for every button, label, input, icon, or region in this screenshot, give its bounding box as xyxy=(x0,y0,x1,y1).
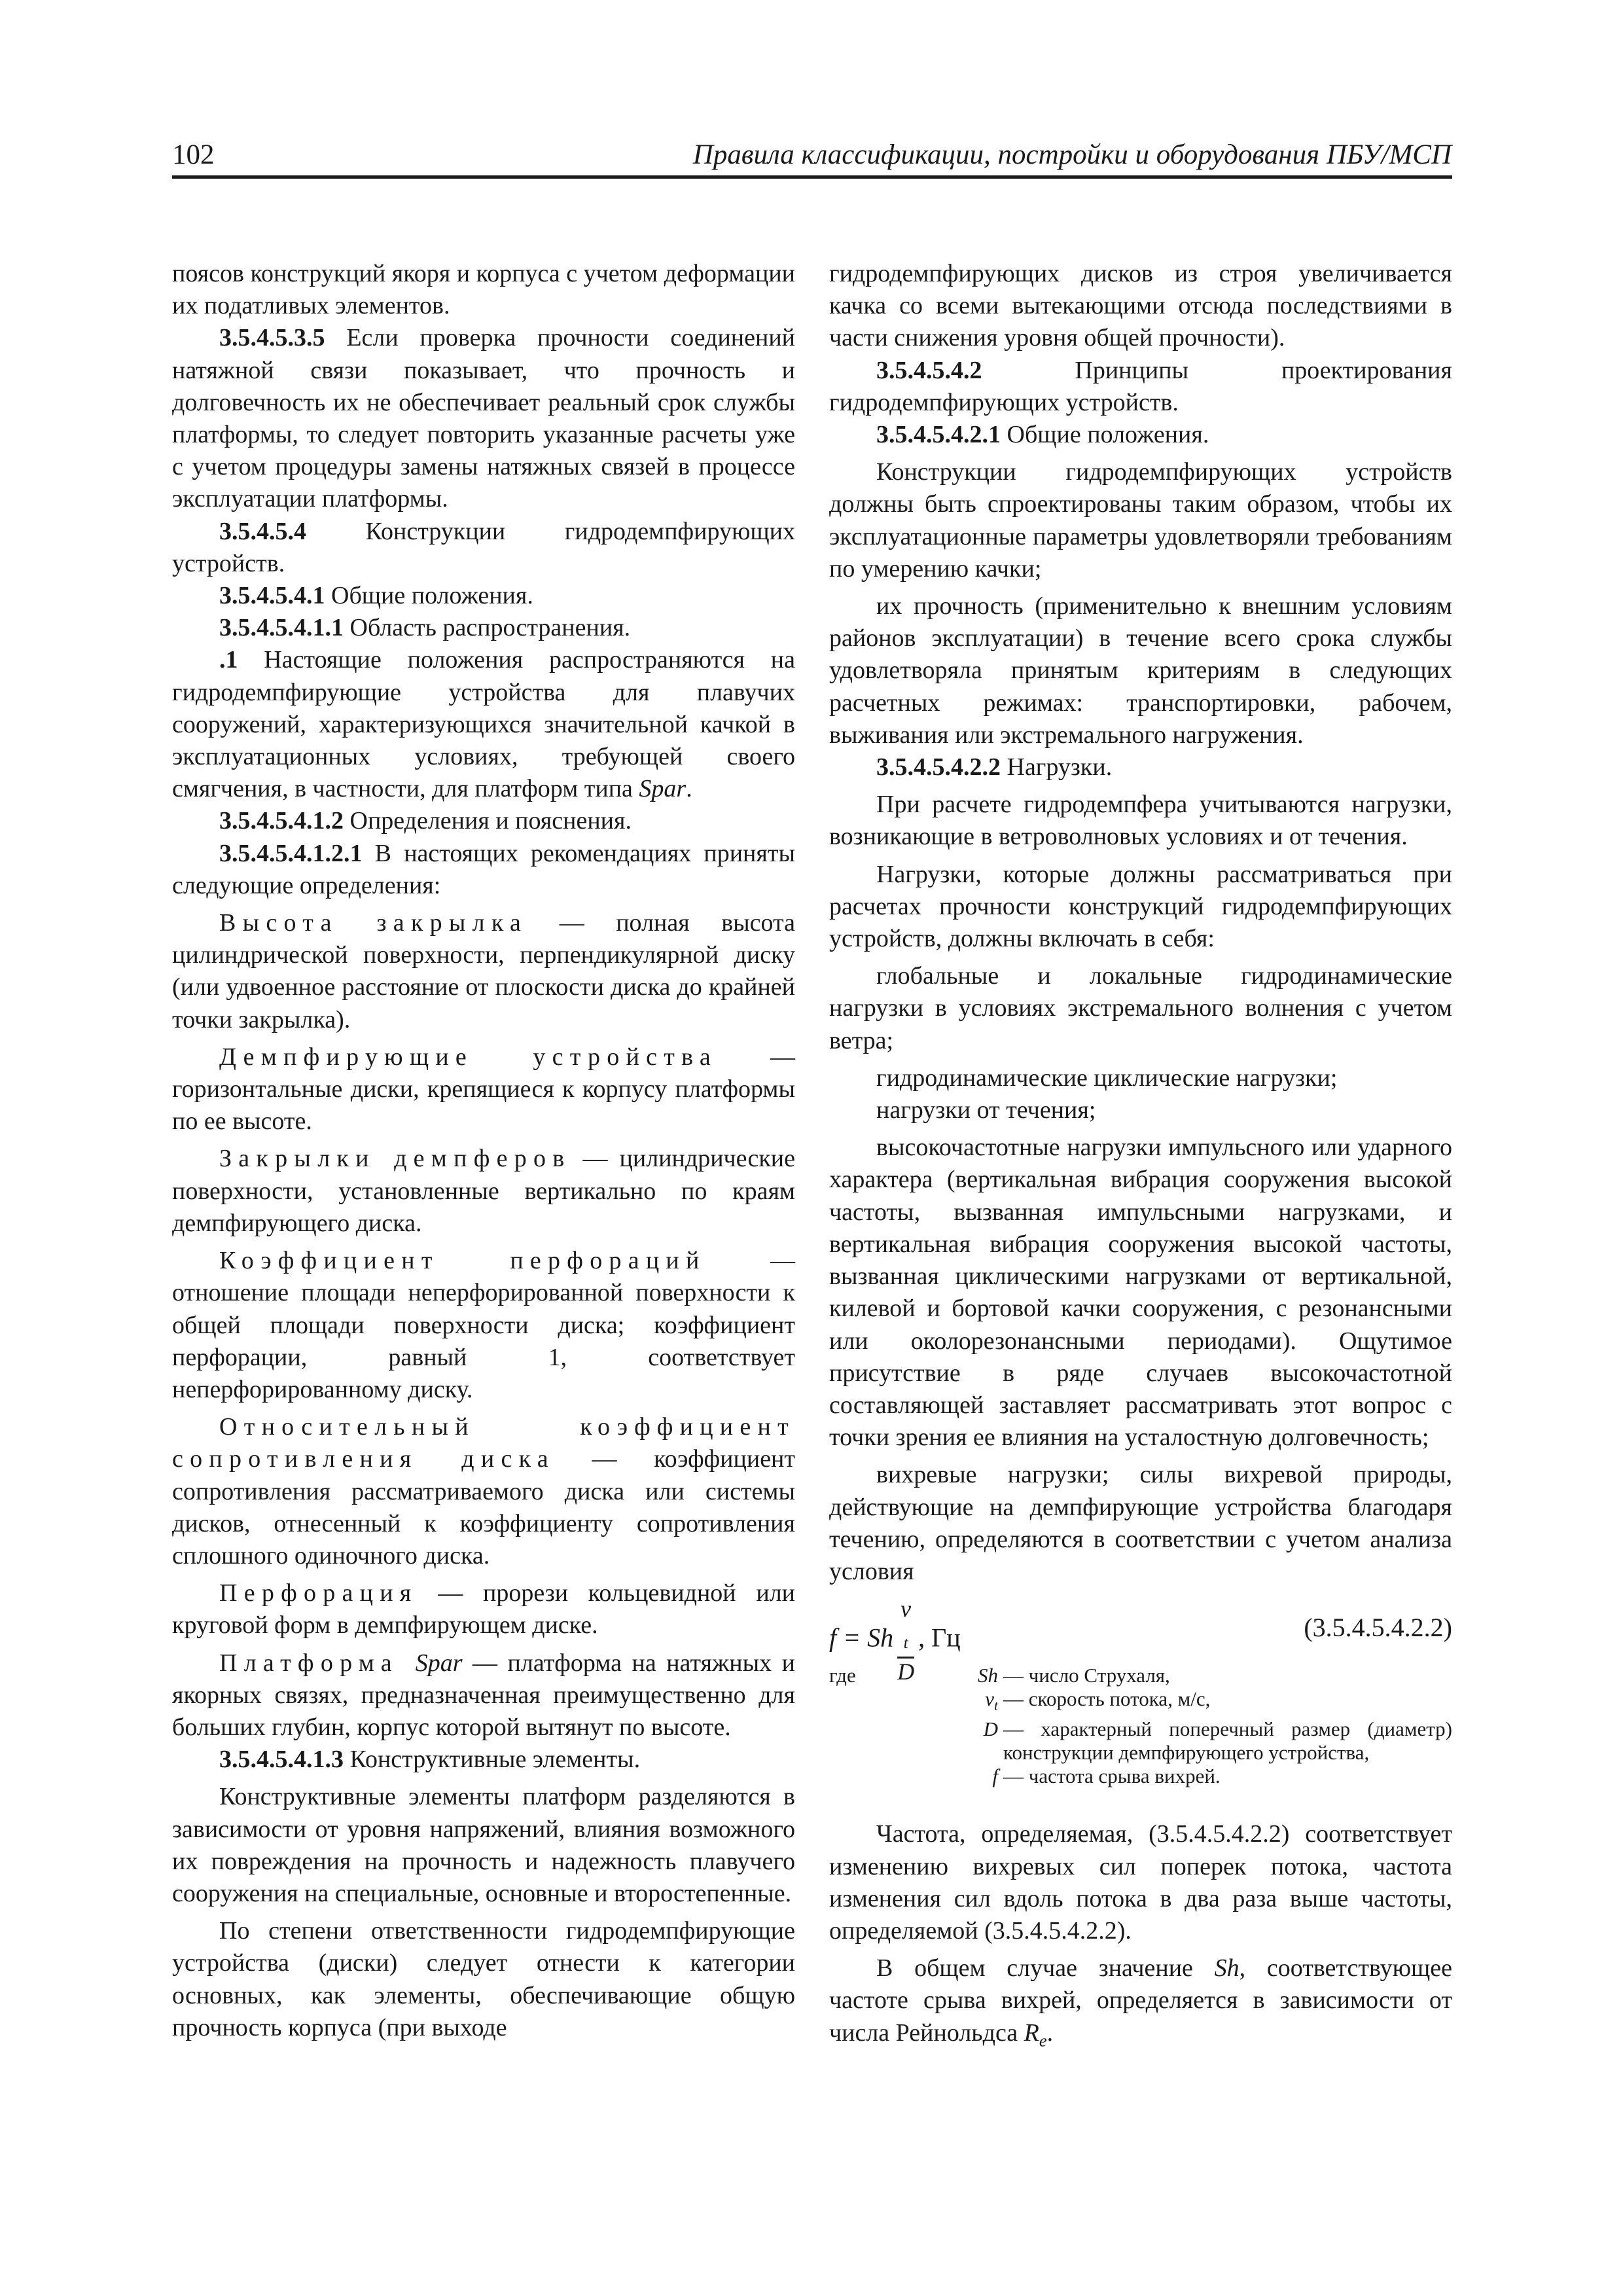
definition-text: — коэффициент сопротивления рассматриваемого диска или системы дисков, отнесенный к коэффициенту сопротивления сплошного одиночного диска. xyxy=(172,1445,795,1570)
section-number: 3.5.4.5.4.1.3 xyxy=(219,1746,344,1774)
paragraph xyxy=(172,838,795,902)
paragraph: Конструкции гидродемпфирующих устройств должны быть спроектированы таким образом, чтобы их эксплуатационные параметры удовлетворяли требованиям по умерению качки; xyxy=(829,458,1452,583)
paragraph xyxy=(829,355,1452,419)
definition xyxy=(172,1577,795,1641)
paragraph xyxy=(829,751,1452,783)
definition-text: — отношение площади неперфорированной поверхности к общей площади поверхности диска; коэффициент перфорации, равный 1, соответствует неперфорированному диску. xyxy=(172,1247,796,1403)
definition-text: — цилиндрические поверхности, установленные вертикально по краям демпфирующего диска. xyxy=(172,1145,795,1237)
paragraph: вихревые нагрузки; силы вихревой природы, действующие на демпфирующие устройства благодаря течению, определяются в соответствии с учетом анализа условия xyxy=(829,1461,1452,1585)
formula-numerator: v $_t$ xyxy=(897,1596,914,1659)
section-number: 3.5.4.5.4.1.2.1 xyxy=(219,839,363,867)
paragraph-text: Область распространения. xyxy=(344,614,631,642)
paragraph-text: Принципы проектирования гидродемпфирующих устройств. xyxy=(829,356,1452,416)
definition-term: Коэффициент перфораций xyxy=(219,1247,706,1275)
formula-number: (3.5.4.5.4.2.2) xyxy=(1304,1613,1452,1643)
paragraph: нагрузки от течения; xyxy=(876,1096,1096,1124)
paragraph: поясов конструкций якоря и корпуса с учетом деформации их податливых элементов. xyxy=(172,260,795,320)
definition-text: — платформа на натяжных и якорных связях, предназначенная преимущественно для больших глубин, корпус которой вытянут по высоте. xyxy=(172,1649,795,1741)
legend-row xyxy=(829,1717,1452,1765)
paragraph: При расчете гидродемпфера учитываются нагрузки, возникающие в ветроволновых условиях и от течения. xyxy=(829,791,1452,851)
paragraph: В общем случае значение Sh, соответствующее частоте срыва вихрей, определяется в зависимости от числа Рейнольдса $R_e$. xyxy=(829,1954,1452,2051)
legend-text: — скорость потока, м/с, xyxy=(1003,1687,1211,1711)
legend-where: где xyxy=(829,1664,856,1687)
legend-text: — характерный поперечный размер (диаметр) конструкции демпфирующего устройства, xyxy=(1003,1717,1452,1765)
running-title: Правила классификации, постройки и оборудования ПБУ/МСП xyxy=(692,139,1452,170)
paragraph: гидродемпфирующих дисков из строя увеличивается качка со всеми вытекающими отсюда последствиями в части снижения уровня общей прочности). xyxy=(829,260,1452,352)
paragraph: Частота, определяемая, (3.5.4.5.4.2.2) соответствует изменению вихревых сил поперек потока, частота изменения сил вдоль потока в два раза выше частоты, определяемой (3.5.4.5.4.2.2). xyxy=(829,1820,1452,1945)
definition-text: — горизонтальные диски, крепящиеся к корпусу платформы по ее высоте. xyxy=(172,1043,795,1136)
paragraph-text: Конструкции гидродемпфирующих устройств. xyxy=(172,517,795,577)
formula-legend xyxy=(829,1664,1452,1788)
emphasis: Sh xyxy=(1214,1954,1240,1982)
paragraph-text: В настоящих рекомендациях приняты следующие определения: xyxy=(172,839,795,899)
definition xyxy=(172,1143,795,1240)
definition xyxy=(172,907,795,1036)
paragraph: высокочастотные нагрузки импульсного или ударного характера (вертикальная вибрация сооружения высокой частоты, вызванная импульсными нагрузками, и вертикальная вибрация сооружения высокой частоты, вызванная циклическими нагрузками от вертикальной, килевой и бортовой качки сооружения, с резонансными или околорезонансными периодами). Ощутимое присутствие в ряде случаев высокочастотной составляющей заставляет рассматривать этот вопрос с точки зрения ее влияния на усталостную долговечность; xyxy=(829,1134,1452,1452)
paragraph: глобальные и локальные гидродинамические нагрузки в условиях экстремального волнения с учетом ветра; xyxy=(829,962,1452,1054)
legend-row xyxy=(829,1687,1452,1717)
legend-row xyxy=(829,1664,1452,1687)
legend-symbol: $v_t$ xyxy=(985,1687,998,1714)
section-number: 3.5.4.5.4 xyxy=(219,517,306,545)
paragraph xyxy=(172,805,795,837)
section-number: .1 xyxy=(219,646,238,674)
definition-term: Закрылки демпферов xyxy=(219,1145,571,1173)
paragraph xyxy=(172,1744,795,1776)
paragraph: Нагрузки, которые должны рассматриваться при расчетах прочности конструкций гидродемпфирующих устройств, должны включать в себя: xyxy=(829,860,1452,953)
definition-text: — прорези кольцевидной или круговой форм в демпфирующем диске. xyxy=(172,1579,795,1640)
header-rule xyxy=(172,175,1452,179)
emphasis: $R_e$ xyxy=(1024,2018,1047,2051)
paragraph xyxy=(172,644,795,805)
legend-text: — число Струхаля, xyxy=(1003,1664,1170,1687)
legend-symbol: f xyxy=(992,1765,998,1788)
definition-term: Высота закрылка xyxy=(219,909,528,937)
paragraph xyxy=(172,516,795,580)
legend-symbol: Sh xyxy=(978,1664,998,1687)
right-column xyxy=(829,258,1452,2056)
paragraph xyxy=(172,580,795,612)
definition-term: Демпфирующие устройства xyxy=(219,1043,717,1071)
definition-term: Платформа xyxy=(219,1649,416,1677)
section-number: 3.5.4.5.3.5 xyxy=(219,324,325,352)
definition xyxy=(172,1245,795,1406)
paragraph: Конструктивные элементы платформ разделяются в зависимости от уровня напряжений, влияния возможного их повреждения на прочность и надежность плавучего сооружения на специальные, основные и второстепенные. xyxy=(172,1783,795,1907)
paragraph: По степени ответственности гидродемпфирующие устройства (диски) следует отнести к категории основных, как элементы, обеспечивающие общую прочность корпуса (при выходе xyxy=(172,1917,795,2041)
paragraph-text: Общие положения. xyxy=(325,582,533,610)
paragraph xyxy=(172,612,795,644)
legend-symbol: D xyxy=(983,1717,998,1741)
paragraph-text: Конструктивные элементы. xyxy=(344,1746,641,1774)
emphasis: Spar xyxy=(415,1649,463,1677)
legend-text: — частота срыва вихрей. xyxy=(1003,1765,1221,1788)
legend-row xyxy=(829,1765,1452,1788)
paragraph-text: Нагрузки. xyxy=(1001,753,1113,781)
section-number: 3.5.4.5.4.2 xyxy=(876,356,982,384)
formula-lhs: f = Sh xyxy=(829,1623,894,1653)
left-column xyxy=(172,258,795,2044)
definition xyxy=(172,1647,795,1744)
paragraph xyxy=(829,419,1452,451)
paragraph xyxy=(172,322,795,515)
section-number: 3.5.4.5.4.1 xyxy=(219,582,325,610)
page-number: 102 xyxy=(172,139,215,170)
definition xyxy=(172,1411,795,1572)
formula-unit: , Гц xyxy=(918,1623,961,1653)
paragraph: гидродинамические циклические нагрузки; xyxy=(876,1064,1338,1092)
paragraph-text: Общие положения. xyxy=(1001,421,1209,449)
paragraph-text: Настоящие положения распространяются на гидродемпфирующие устройства для плавучих сооружений, характеризующихся значительной качкой в эксплуатационных условиях, требующей своего смягчения, в частности, для платформ типа xyxy=(172,646,795,803)
paragraph-text: . xyxy=(686,775,692,803)
definition-term: Относительный коэффициент сопротивления диска xyxy=(172,1413,795,1473)
formula-denominator: D xyxy=(897,1659,915,1685)
section-number: 3.5.4.5.4.1.1 xyxy=(219,614,344,642)
section-number: 3.5.4.5.4.2.2 xyxy=(876,753,1001,781)
definition-term: Перфорация xyxy=(219,1579,418,1607)
section-number: 3.5.4.5.4.1.2 xyxy=(219,807,344,835)
emphasis: Spar xyxy=(639,775,687,803)
definition-text: — полная высота цилиндрической поверхности, перпендикулярной диску (или удвоенное расстояние от плоскости диска до крайней точки закрылка). xyxy=(172,909,795,1033)
paragraph-text: Если проверка прочности соединений натяжной связи показывает, что прочность и долговечность их не обеспечивает реальный срок службы платформы, то следует повторить указанные расчеты уже с учетом процедуры замены натяжных связей в процессе эксплуатации платформы. xyxy=(172,324,795,513)
section-number: 3.5.4.5.4.2.1 xyxy=(876,421,1001,449)
definition xyxy=(172,1041,795,1138)
paragraph-text: Определения и пояснения. xyxy=(344,807,632,835)
paragraph: их прочность (применительно к внешним условиям районов эксплуатации) в течение всего срока службы удовлетворяла принятым критериям в следующих расчетных режимах: транспортировки, рабочем, выживания или экстремального нагружения. xyxy=(829,592,1452,749)
